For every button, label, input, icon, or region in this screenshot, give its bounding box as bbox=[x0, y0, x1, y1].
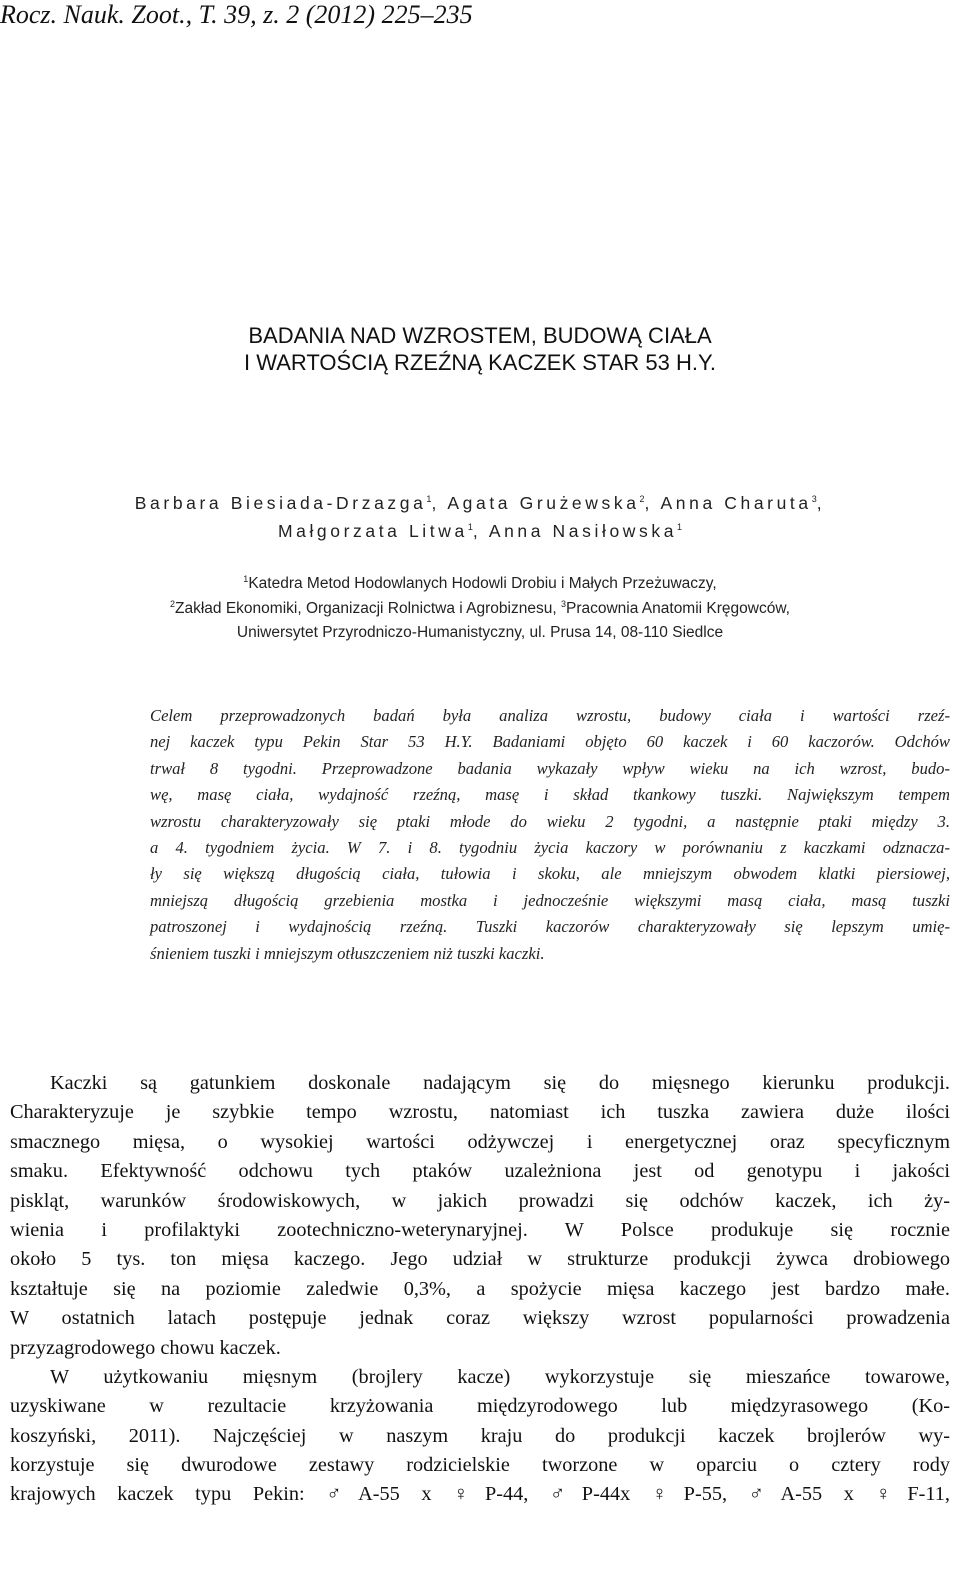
abstract-line: nej kaczek typu Pekin Star 53 H.Y. Badaniami objęto 60 kaczek i 60 kaczorów. Odchów bbox=[150, 732, 950, 752]
author-name: Anna Nasiłowska bbox=[488, 520, 678, 541]
affiliation-line bbox=[0, 597, 960, 622]
abstract-line: śnieniem tuszki i mniejszym otłuszczeniem niż tuszki kaczki. bbox=[150, 943, 545, 963]
body-line: W użytkowaniu mięsnym (brojlery kacze) wykorzystuje się mieszańce towarowe, bbox=[50, 1365, 950, 1388]
body-line: przyzagrodowego chowu kaczek. bbox=[10, 1336, 281, 1359]
author-affiliation-mark: 1 bbox=[467, 521, 473, 532]
body-line: krajowych kaczek typu Pekin: ♂A-55 x ♀P-44, ♂P-44x ♀P-55, ♂A-55 x ♀F-11, bbox=[10, 1483, 950, 1506]
abstract-line: ły się większą długością ciała, tułowia i skoku, ale mniejszym obwodem klatki piersiowej, bbox=[150, 864, 950, 884]
abstract-line: mniejszą długością grzebienia mostka i jednocześnie większymi masą ciała, masą tuszki bbox=[150, 890, 950, 910]
journal-reference: Rocz. Nauk. Zoot., T. 39, z. 2 (2012) 225–235 bbox=[0, 0, 473, 29]
author-affiliation-mark: 1 bbox=[426, 494, 432, 504]
affiliation-line bbox=[0, 621, 960, 646]
article-title-line: BADANIA NAD WZROSTEM, BUDOWĄ CIAŁA bbox=[248, 323, 712, 348]
abstract-line: patroszonej i wydajnością rzeźną. Tuszki kaczorów charakteryzowały się lepszym umię- bbox=[150, 917, 950, 937]
body-line: około 5 tys. ton mięsa kaczego. Jego udział w strukturze produkcji żywca drobiowego bbox=[10, 1248, 950, 1271]
author-name: Agata Grużewska bbox=[447, 492, 640, 513]
author-affiliation-mark: 3 bbox=[811, 494, 817, 504]
affiliations bbox=[0, 572, 960, 646]
body-line: smaku. Efektywność odchowu tych ptaków uzależniona jest od genotypu i jakości bbox=[10, 1160, 950, 1183]
article-title bbox=[0, 322, 960, 376]
author-list bbox=[0, 487, 960, 543]
abstract-line: wę, masę ciała, wydajność rzeźną, masę i skład tkankowy tuszki. Największym tempem bbox=[150, 785, 950, 805]
body-line: wienia i profilaktyki zootechniczno-weterynaryjnej. W Polsce produkuje się rocznie bbox=[10, 1218, 950, 1241]
affiliation-text: Katedra Metod Hodowlanych Hodowli Drobiu i Małych Przeżuwaczy, bbox=[248, 575, 717, 592]
article-title-line: I WARTOŚCIĄ RZEŹNĄ KACZEK STAR 53 H.Y. bbox=[244, 350, 716, 375]
body-line: uzyskiwane w rezultacie krzyżowania międzyrodowego lub międzyrasowego (Ko- bbox=[10, 1395, 950, 1418]
body-line: W ostatnich latach postępuje jednak coraz większy wzrost popularności prowadzenia bbox=[10, 1307, 950, 1330]
author-line: Barbara Biesiada-Drzazga$^1$, Agata Grużewska$^2$, Anna Charuta$^3$, bbox=[134, 492, 826, 513]
body-line: kształtuje się na poziomie zaledwie 0,3%, a spożycie mięsa kaczego jest bardzo małe. bbox=[10, 1277, 950, 1300]
abstract bbox=[150, 703, 950, 967]
body-line: koszyński, 2011). Najczęściej w naszym kraju do produkcji kaczek brojlerów wy- bbox=[10, 1424, 950, 1447]
abstract-line: Celem przeprowadzonych badań była analiza wzrostu, budowy ciała i wartości rzeź- bbox=[150, 706, 950, 725]
affiliation-number: 3 bbox=[560, 598, 566, 609]
abstract-line: wzrostu charakteryzowały się ptaki młode do wieku 2 tygodni, a następnie ptaki między 3. bbox=[150, 811, 950, 831]
affiliation-line bbox=[0, 572, 960, 597]
affiliation-text: Zakład Ekonomiki, Organizacji Rolnictwa i Agrobiznesu, bbox=[175, 599, 561, 617]
affiliation-text: Uniwersytet Przyrodniczo-Humanistyczny, ul. Prusa 14, 08-110 Siedlce bbox=[236, 624, 724, 641]
author-affiliation-mark: 1 bbox=[677, 521, 683, 532]
author-name: Małgorzata Litwa bbox=[277, 520, 468, 541]
abstract-line: a 4. tygodniem życia. W 7. i 8. tygodniu życia kaczory w porównaniu z kaczkami odznacza- bbox=[150, 837, 950, 857]
affiliation-text: Pracownia Anatomii Kręgowców, bbox=[565, 599, 790, 617]
body-line: Kaczki są gatunkiem doskonale nadającym się do mięsnego kierunku produkcji. bbox=[50, 1072, 950, 1094]
author-line: Małgorzata Litwa$^1$, Anna Nasiłowska$^1$ bbox=[277, 520, 683, 541]
abstract-line: trwał 8 tygodni. Przeprowadzone badania wykazały wpływ wieku na ich wzrost, budo- bbox=[150, 758, 950, 778]
body-text bbox=[10, 1069, 950, 1510]
author-affiliation-mark: 2 bbox=[639, 494, 645, 504]
affiliation-number: 2 bbox=[170, 598, 176, 609]
body-line: piskląt, warunków środowiskowych, w jakich prowadzi się odchów kaczek, ich ży- bbox=[10, 1189, 950, 1212]
body-line: Charakteryzuje je szybkie tempo wzrostu, natomiast ich tuszka zawiera duże ilości bbox=[10, 1101, 950, 1124]
body-line: korzystuje się dwurodowe zestawy rodzicielskie tworzone w oparciu o cztery rody bbox=[10, 1454, 950, 1477]
body-line: smacznego mięsa, o wysokiej wartości odżywczej i energetycznej oraz specyficznym bbox=[10, 1130, 950, 1153]
affiliation-number: 1 bbox=[243, 573, 249, 584]
author-name: Barbara Biesiada-Drzazga bbox=[134, 492, 427, 513]
author-name: Anna Charuta bbox=[660, 492, 812, 513]
